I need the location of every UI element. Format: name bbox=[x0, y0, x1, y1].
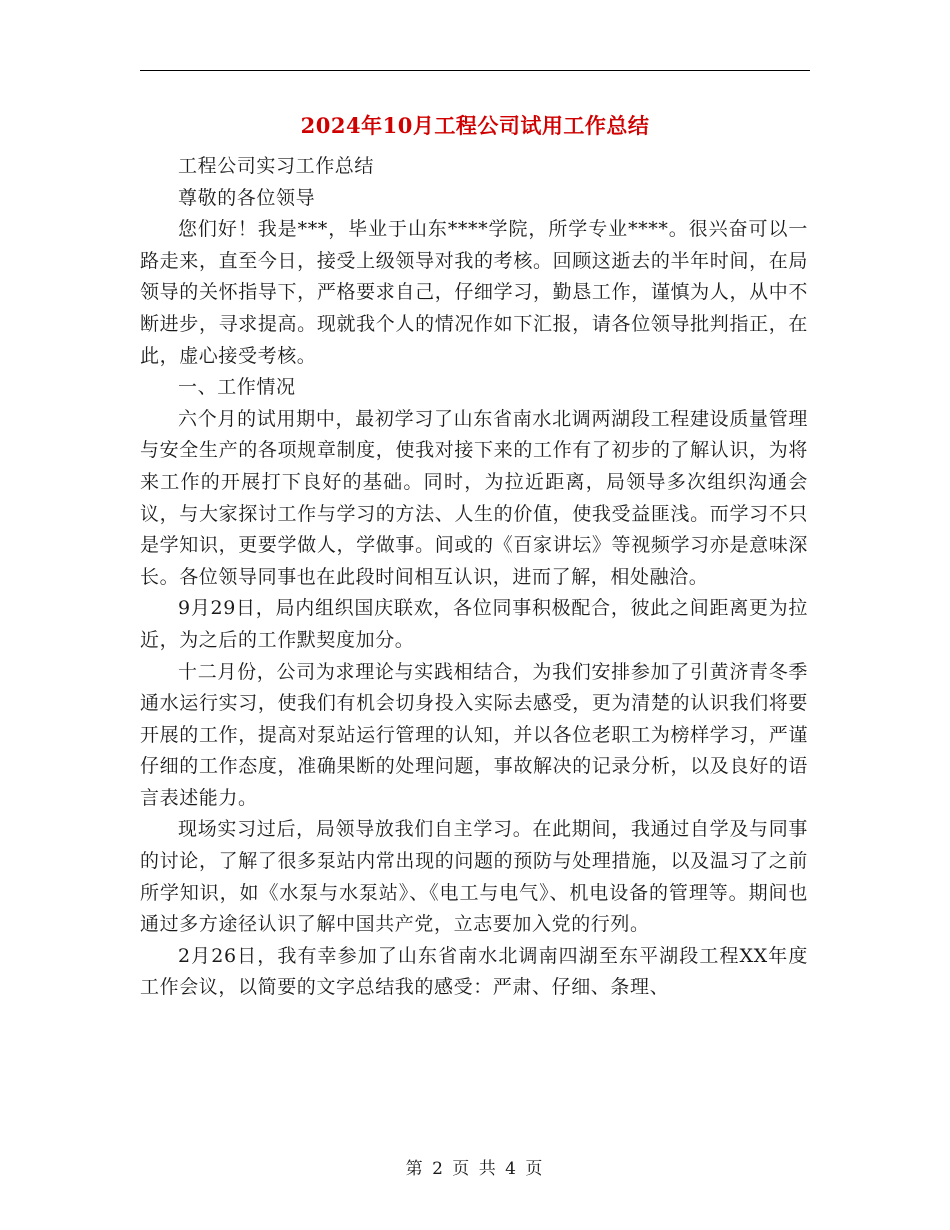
header-rule bbox=[140, 70, 810, 71]
paragraph-national-day: 9月29日，局内组织国庆联欢，各位同事积极配合，彼此之间距离更为拉近，为之后的工作默契度加分。 bbox=[140, 597, 808, 651]
section-heading-work: 一、工作情况 bbox=[178, 376, 296, 399]
paragraph-self-study: 现场实习过后，局领导放我们自主学习。在此期间，我通过自学及与同事的讨论，了解了很多泵站内常出现的问题的预防与处理措施，以及温习了之前所学知识，如《水泵与水泵站》、《电工与电气》、机电设备的管理等。期间也通过多方途径认识了解中国共产党，立志要加入党的行列。 bbox=[140, 818, 808, 936]
paragraph-meeting: 2月26日，我有幸参加了山东省南水北调南四湖至东平湖段工程XX年度工作会议，以简要的文字总结我的感受：严肃、仔细、条理、 bbox=[140, 944, 808, 999]
document-title: 2024年10月工程公司试用工作总结 bbox=[300, 113, 650, 138]
paragraph-salutation: 尊敬的各位领导 bbox=[178, 186, 316, 209]
paragraph-introduction: 您们好！我是***，毕业于山东****学院，所学专业****。很兴奋可以一路走来，直至今日，接受上级领导对我的考核。回顾这逝去的半年时间，在局领导的关怀指导下，严格要求自己，仔细学习，勤恳工作，谨慎为人，从中不断进步，寻求提高。现就我个人的情况作如下汇报，请各位领导批判指正，在此，虚心接受考核。 bbox=[140, 218, 808, 367]
paragraph-heading: 工程公司实习工作总结 bbox=[178, 155, 375, 177]
paragraph-internship: 十二月份，公司为求理论与实践相结合，为我们安排参加了引黄济青冬季通水运行实习，使我们有机会切身投入实际去感受，更为清楚的认识我们将要开展的工作，提高对泵站运行管理的认知，并以各位老职工为榜样学习，严谨仔细的工作态度，准确果断的处理问题，事故解决的记录分析，以及良好的语言表述能力。 bbox=[140, 660, 808, 809]
paragraph-probation: 六个月的试用期中，最初学习了山东省南水北调两湖段工程建设质量管理与安全生产的各项规章制度，使我对接下来的工作有了初步的了解认识，为将来工作的开展打下良好的基础。同时，为拉近距离，局领导多次组织沟通会议，与大家探讨工作与学习的方法、人生的价值，使我受益匪浅。而学习不只是学知识，更要学做人，学做事。间或的《百家讲坛》等视频学习亦是意味深长。各位领导同事也在此段时间相互认识，进而了解，相处融洽。 bbox=[140, 407, 808, 588]
document-body bbox=[140, 151, 808, 1004]
page-footer: 第 2 页 共 4 页 bbox=[405, 1159, 545, 1179]
